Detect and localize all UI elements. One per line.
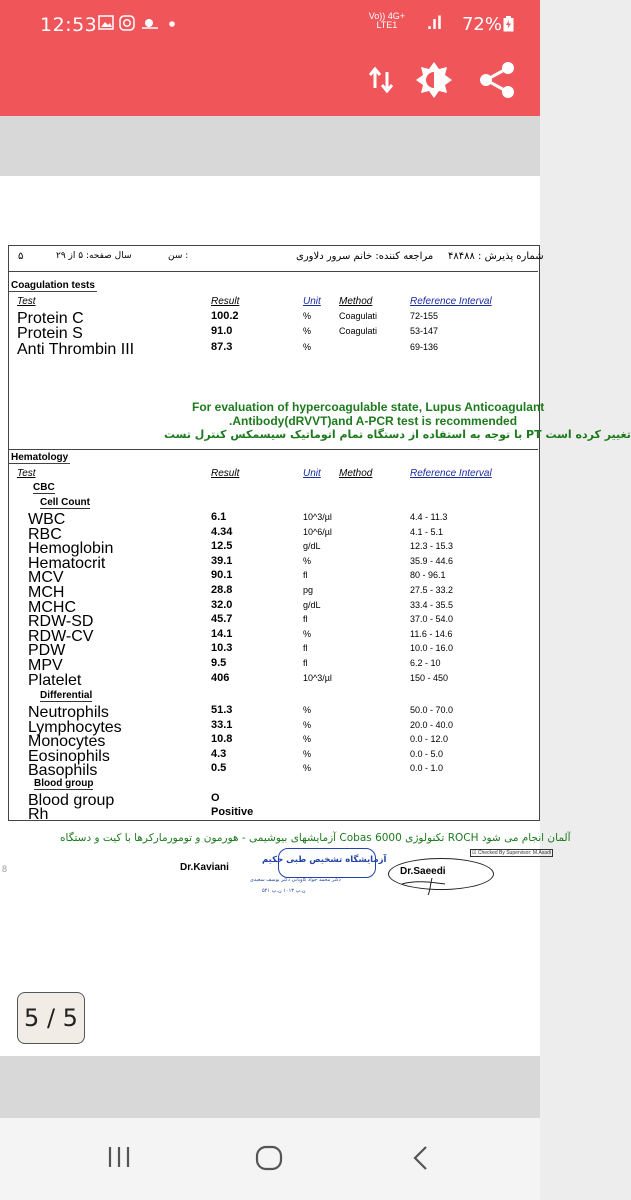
battery-level	[462, 14, 502, 35]
test-result: 33.1	[211, 718, 233, 731]
header-page-info: ۲۹ سال صفحه: ۵ از	[56, 251, 132, 261]
col-reference: Reference Interval	[410, 296, 492, 307]
test-reference: 6.2 - 10	[410, 658, 441, 668]
test-result: 6.1	[211, 511, 227, 523]
test-result: 100.2	[211, 310, 239, 322]
header-patient-name: مراجعه کننده: خانم سرور دلاوری	[296, 251, 434, 262]
status-time: 12:53	[40, 14, 98, 36]
test-method: Coagulati	[339, 311, 378, 321]
test-result: 10.8	[211, 733, 233, 746]
status-bar	[0, 0, 540, 46]
test-unit: %	[303, 628, 312, 639]
network-top: Vo)) 4G+	[368, 11, 405, 21]
system-nav-bar	[0, 1118, 540, 1200]
test-reference: 35.9 - 44.6	[410, 555, 454, 566]
col-test: Test	[17, 468, 36, 479]
section-hematology-title: Hematology	[11, 452, 69, 463]
stamp-title: آزمایشگاه تشخیص طبی حکیم	[262, 855, 387, 865]
test-unit: %	[303, 342, 312, 352]
test-unit: %	[303, 311, 312, 321]
test-result: 51.3	[211, 704, 233, 716]
test-reference: 0.0 - 12.0	[410, 734, 449, 745]
test-result: 10.3	[211, 642, 233, 655]
test-unit: g/dL	[303, 541, 321, 552]
test-unit: %	[303, 555, 312, 566]
home-icon[interactable]	[254, 1144, 284, 1172]
viewer-bottom-gap	[0, 1056, 540, 1118]
section-coagulation-title: Coagulation tests	[11, 280, 95, 291]
test-name: PDW	[28, 642, 66, 660]
test-result: Positive	[211, 806, 254, 818]
checked-by-text: Checked By Supervisor: M.Asadi	[477, 850, 551, 856]
share-icon[interactable]	[476, 58, 520, 102]
test-name: Hemoglobin	[28, 540, 114, 558]
test-unit: fl	[303, 570, 308, 581]
test-method: Coagulati	[339, 326, 378, 336]
rotate-icon[interactable]	[360, 58, 404, 102]
test-reference: 0.0 - 5.0	[410, 748, 444, 759]
test-unit: %	[303, 719, 312, 730]
recommendation-line-2: .Antibody(dRVVT)and A-PCR test is recommended	[229, 414, 518, 428]
test-result: 14.1	[211, 627, 233, 640]
test-reference: 10.0 - 16.0	[410, 643, 454, 654]
doctor-left-name: Dr.Kaviani	[180, 862, 229, 873]
test-name: RDW-CV	[28, 627, 94, 645]
test-unit: 10^3/µl	[303, 672, 332, 683]
test-name: Protein C	[17, 310, 84, 327]
header-left-number: ۵	[18, 251, 24, 262]
test-unit: %	[303, 734, 312, 745]
test-reference: 69-136	[410, 342, 439, 352]
test-name: Lymphocytes	[28, 718, 122, 736]
viewer-top-gap	[0, 116, 540, 176]
test-name: Blood group	[28, 792, 115, 809]
brightness-icon[interactable]	[412, 58, 456, 102]
stamp-line-1: دکتر محمد جواد کاویانی دکتر یوسف سعیدی	[250, 877, 341, 883]
page-indicator: 5 / 5	[17, 992, 85, 1044]
test-reference: 4.4 - 11.3	[410, 512, 448, 522]
test-unit: %	[303, 763, 312, 774]
test-reference: 50.0 - 70.0	[410, 705, 454, 715]
recents-icon[interactable]	[106, 1144, 132, 1170]
signal-icon: .ıl	[426, 13, 442, 33]
test-result: O	[211, 792, 220, 804]
network-bottom: LTE1	[376, 20, 398, 30]
cell-count-title: Cell Count	[40, 497, 90, 508]
checked-by: ☑ Checked By Supervisor: M.Asadi	[472, 850, 551, 856]
back-icon[interactable]	[410, 1144, 432, 1172]
test-reference: 33.4 - 35.5	[410, 599, 454, 610]
test-result: 12.5	[211, 540, 233, 553]
test-reference: 37.0 - 54.0	[410, 614, 454, 625]
test-unit: %	[303, 326, 312, 336]
test-name: Hematocrit	[28, 554, 106, 572]
test-name: MPV	[28, 657, 63, 674]
col-unit: Unit	[303, 468, 321, 479]
test-name: MCH	[28, 584, 65, 601]
test-reference: 11.6 - 14.6	[410, 628, 453, 639]
cbc-title: CBC	[33, 482, 55, 493]
test-unit: 10^6/µl	[303, 526, 332, 537]
col-unit: Unit	[303, 296, 321, 307]
doctor-right-name: Dr.Saeedi	[400, 866, 446, 877]
stamp-line-2: ن.پ ۱۰۱۳ ن.پ ۵۴۱	[262, 888, 306, 894]
recommendation-line-1: For evaluation of hypercoagulable state, Lupus Anticoagulant	[192, 400, 545, 414]
test-name: RDW-SD	[28, 613, 94, 631]
header-age: سن :	[168, 251, 189, 261]
gallery-instagram-weather-icons	[98, 14, 178, 32]
test-unit: fl	[303, 643, 308, 654]
test-result: 90.1	[211, 569, 233, 582]
test-name: Anti Thrombin III	[17, 341, 135, 358]
test-name: Rh	[28, 806, 49, 823]
test-result: 39.1	[211, 554, 233, 567]
battery-icon	[503, 16, 514, 32]
test-reference: 53-147	[410, 326, 439, 336]
test-name: Monocytes	[28, 733, 106, 751]
section-divider	[8, 449, 538, 450]
test-name: Platelet	[28, 671, 82, 689]
blood-group-title: Blood group	[34, 778, 94, 789]
test-result: 28.8	[211, 584, 233, 596]
test-result: 4.3	[211, 747, 227, 760]
test-name: MCHC	[28, 598, 76, 616]
test-reference: 72-155	[410, 311, 439, 321]
notification-icons	[98, 14, 178, 37]
test-result: 9.5	[211, 657, 227, 669]
test-unit: %	[303, 705, 312, 715]
test-name: Basophils	[28, 762, 98, 780]
test-result: 45.7	[211, 613, 233, 626]
test-name: Neutrophils	[28, 704, 109, 721]
test-reference: 0.0 - 1.0	[410, 763, 444, 774]
test-reference: 80 - 96.1	[410, 570, 446, 581]
test-name: MCV	[28, 569, 64, 587]
report-header	[8, 245, 544, 272]
test-name: Protein S	[17, 325, 83, 342]
viewer-toolbar	[0, 46, 540, 116]
test-result: 406	[211, 671, 230, 684]
test-reference: 150 - 450	[410, 672, 449, 683]
test-unit: fl	[303, 614, 308, 625]
test-name: RBC	[28, 525, 62, 543]
header-admission-number: شماره پذیرش : ۴۸۴۸۸	[448, 251, 544, 262]
test-result: 91.0	[211, 325, 233, 337]
test-unit: g/dL	[303, 599, 321, 610]
test-name: WBC	[28, 511, 66, 528]
test-unit: fl	[303, 658, 308, 668]
test-result: 87.3	[211, 341, 233, 353]
col-test: Test	[17, 296, 36, 307]
col-reference: Reference Interval	[410, 468, 492, 479]
differential-title: Differential	[40, 690, 93, 701]
margin-mark: 8	[2, 864, 8, 874]
test-result: 4.34	[211, 525, 233, 538]
footer-note: آزمایشهای بیوشیمی - هورمون و تومورمارکرها با کیت و دستگاه Cobas 6000 تکنولوژی ROCH آلمان انجام می شود	[60, 832, 571, 844]
col-result: Result	[211, 468, 240, 479]
persian-note: با توجه به استفاده از دستگاه تمام اتوماتیک سیسمکس کنترل تست PT تغییر کرده است	[164, 428, 631, 441]
test-reference: 12.3 - 15.3	[410, 541, 454, 552]
col-result: Result	[211, 296, 240, 307]
test-name: Eosinophils	[28, 747, 110, 765]
test-unit: 10^3/µl	[303, 512, 332, 522]
test-result: 0.5	[211, 762, 227, 775]
network-indicator	[369, 12, 405, 30]
test-reference: 27.5 - 33.2	[410, 585, 454, 595]
test-reference: 4.1 - 5.1	[410, 526, 444, 537]
test-result: 32.0	[211, 598, 233, 611]
col-method: Method	[339, 468, 373, 479]
col-method: Method	[339, 296, 373, 307]
test-unit: pg	[303, 585, 314, 595]
test-reference: 20.0 - 40.0	[410, 719, 454, 730]
test-unit: %	[303, 748, 312, 759]
signature-scribble-icon	[400, 876, 460, 896]
battery-text: 72%	[461, 14, 502, 35]
